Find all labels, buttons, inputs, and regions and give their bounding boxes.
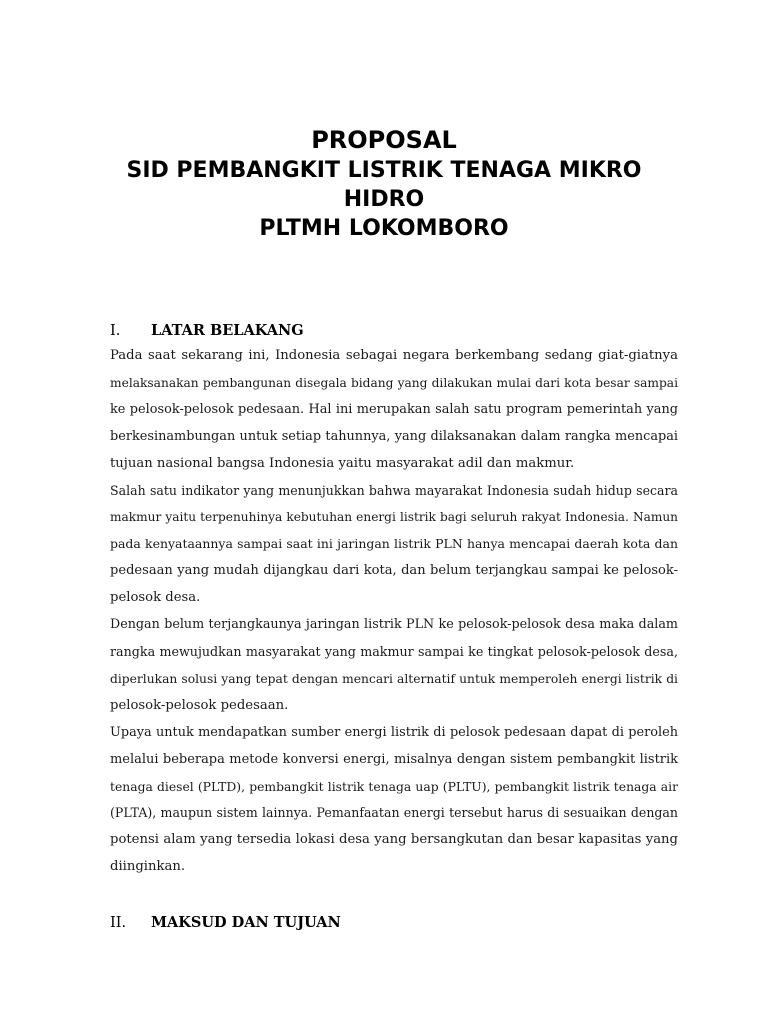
text-line: pelosok-pelosok pedesaan. [110, 697, 289, 713]
text-line: melalui beberapa metode konversi energi, misalnya dengan sistem pembangkit listrik [110, 751, 678, 767]
text-line: diperlukan solusi yang tepat dengan mencari alternatif untuk memperoleh energi listrik di [110, 671, 678, 686]
text-line: Salah satu indikator yang menunjukkan bahwa mayarakat Indonesia sudah hidup secara [110, 482, 678, 498]
paragraph [110, 720, 678, 881]
text-line: Upaya untuk mendapatkan sumber energi listrik di pelosok pedesaan dapat di peroleh [110, 724, 678, 740]
section-body [110, 343, 678, 881]
text-line: rangka mewujudkan masyarakat yang makmur sampai ke tingkat pelosok-pelosok desa, [110, 643, 678, 659]
section-title: LATAR BELAKANG [151, 322, 304, 339]
text-line: makmur yaitu terpenuhinya kebutuhan energi listrik bagi seluruh rakyat Indonesia. Namun [110, 510, 678, 525]
text-line: Pada saat sekarang ini, Indonesia sebagai negara berkembang sedang giat-giatnya [110, 348, 678, 363]
text-line: pelosok desa. [110, 590, 201, 606]
document-title [0, 124, 768, 243]
section-title: MAKSUD DAN TUJUAN [151, 914, 341, 931]
text-line: berkesinambungan untuk setiap tahunnya, yang dilaksanakan dalam rangka mencapai [110, 428, 678, 444]
section-number: II. [110, 915, 127, 931]
section-heading-maksud-dan-tujuan [110, 914, 341, 931]
text-line: Dengan belum terjangkaunya jaringan listrik PLN ke pelosok-pelosok desa maka dalam [110, 617, 678, 633]
text-line: (PLTA), maupun sistem lainnya. Pemanfaatan energi tersebut harus di sesuaikan dengan [110, 805, 678, 821]
text-line: pedesaan yang mudah dijangkau dari kota, dan belum terjangkau sampai ke pelosok- [110, 563, 678, 579]
text-line: tenaga diesel (PLTD), pembangkit listrik tenaga uap (PLTU), pembangkit listrik tenaga air [110, 779, 678, 794]
text-line: tujuan nasional bangsa Indonesia yaitu masyarakat adil dan makmur. [110, 455, 575, 471]
text-line: ke pelosok-pelosok pedesaan. Hal ini merupakan salah satu program pemerintah yang [110, 401, 678, 417]
title-line-4: PLTMH LOKOMBORO [259, 216, 509, 241]
paragraph [110, 612, 678, 720]
section-heading-latar-belakang [110, 322, 304, 339]
paragraph [110, 343, 678, 478]
text-line: diinginkan. [110, 859, 186, 875]
paragraph [110, 478, 678, 613]
title-line-2: SID PEMBANGKIT LISTRIK TENAGA MIKRO [126, 158, 642, 183]
text-line: pada kenyataannya sampai saat ini jaringan listrik PLN hanya mencapai daerah kota dan [110, 536, 678, 552]
section-number: I. [110, 323, 121, 339]
text-line: potensi alam yang tersedia lokasi desa yang bersangkutan dan besar kapasitas yang [110, 832, 678, 848]
text-line: melaksanakan pembangunan disegala bidang yang dilakukan mulai dari kota besar sampai [110, 375, 678, 390]
title-line-1: PROPOSAL [311, 126, 457, 154]
title-line-3: HIDRO [343, 187, 425, 212]
